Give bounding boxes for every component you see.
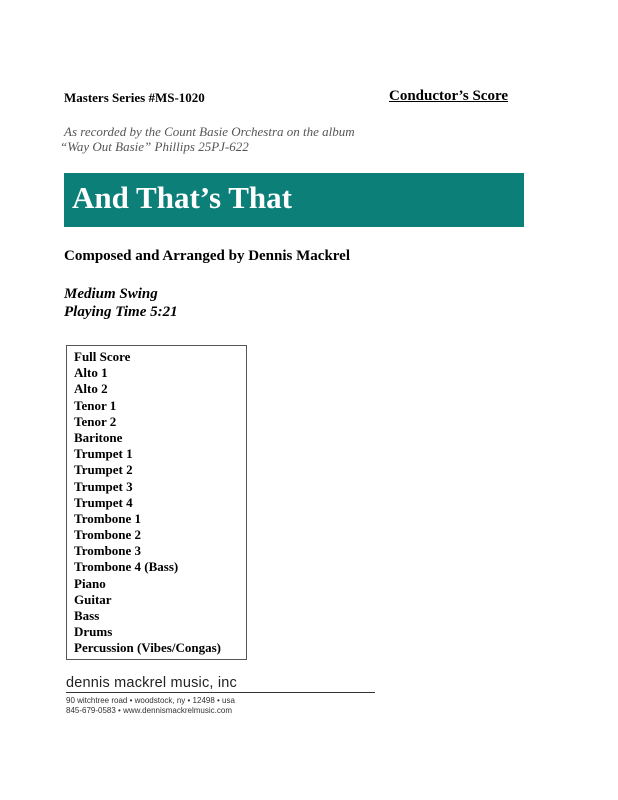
part-item: Drums: [74, 624, 113, 640]
parts-box: [66, 345, 247, 660]
publisher-name: dennis mackrel music, inc: [66, 675, 375, 693]
part-item: Trombone 2: [74, 527, 142, 543]
piece-title: And That’s That: [72, 180, 292, 215]
publisher-address: 90 witchtree road • woodstock, ny • 12498 • usa: [66, 696, 235, 705]
part-item: Bass: [74, 608, 100, 623]
part-item: Alto 2: [74, 381, 108, 397]
publisher-contact: 845-679-0583 • www.dennismackrelmusic.com: [66, 706, 232, 715]
part-item: Guitar: [74, 591, 112, 607]
recording-line-2: “Way Out Basie” Phillips 25PJ-622: [60, 139, 249, 154]
part-item: Full Score: [74, 349, 131, 364]
series-label: Masters Series #MS-1020: [64, 90, 205, 105]
part-item: Trombone 3: [74, 543, 142, 559]
parts-list: [74, 349, 221, 657]
part-item: Alto 1: [74, 365, 108, 381]
part-item: Trumpet 1: [74, 446, 133, 462]
part-item: Trumpet 4: [74, 494, 133, 510]
part-item: Trombone 1: [74, 510, 142, 526]
tempo-style: Medium Swing: [64, 286, 158, 302]
part-item: Trumpet 2: [74, 462, 133, 478]
score-type-label: Conductor’s Score: [389, 88, 509, 104]
part-item: Tenor 2: [74, 413, 117, 429]
playing-time: Playing Time 5:21: [64, 304, 178, 320]
title-band: [64, 173, 524, 227]
recording-note: [60, 124, 355, 154]
composer-credit: Composed and Arranged by Dennis Mackrel: [64, 248, 350, 264]
tempo-info: [64, 285, 178, 321]
part-item: Trombone 4 (Bass): [74, 559, 179, 575]
part-item: Trumpet 3: [74, 478, 133, 494]
part-item: Piano: [74, 575, 106, 591]
part-item: Baritone: [74, 429, 123, 445]
publisher-block: [66, 675, 375, 716]
recording-line-1: As recorded by the Count Basie Orchestra on the album: [64, 124, 355, 139]
part-item: Tenor 1: [74, 397, 117, 413]
part-item: Percussion (Vibes/Congas): [74, 640, 221, 656]
